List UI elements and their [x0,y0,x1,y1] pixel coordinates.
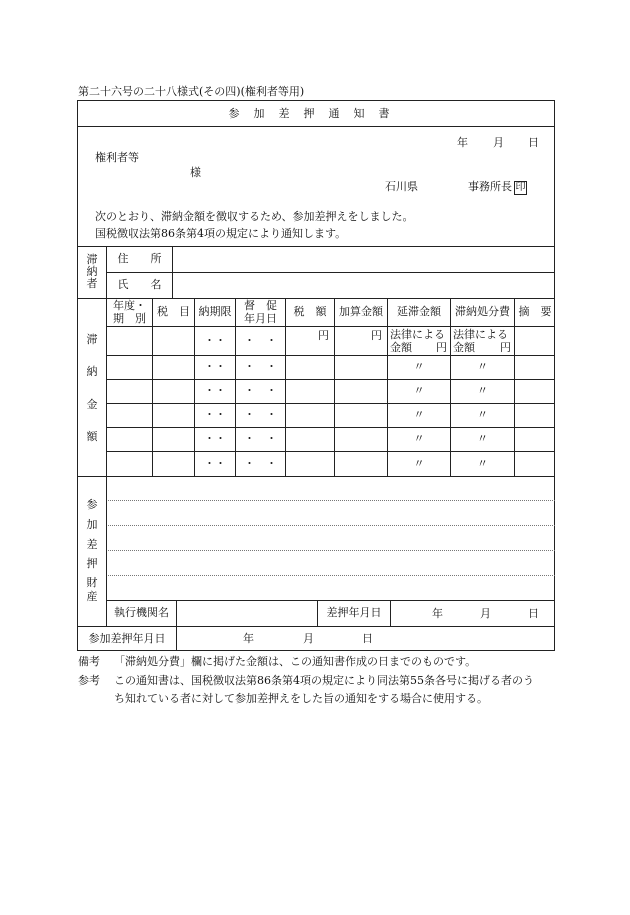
additional-yen-unit: 円 [371,329,382,342]
tax-yen-unit: 円 [318,329,329,342]
ditto-mark: 〃 [413,408,425,422]
participation-date-day: 日 [362,632,373,645]
recipient-honorific: 様 [190,166,201,179]
executing-agency-label: 執行機関名 [114,606,169,620]
dotted-line [106,525,555,526]
header-additional-tax: 加算金額 [339,305,383,319]
amount-side-label-3: 金 [86,398,98,411]
divider [77,476,555,477]
document-title: 参加差押通知書 [228,107,404,120]
participation-date-month: 月 [303,632,314,645]
fee-amount-label: 金額 [453,341,475,354]
divider [106,272,555,273]
date-day: 日 [528,136,539,149]
seizure-date-day: 日 [528,607,539,620]
header-year-period [107,299,152,326]
ditto-mark: 〃 [477,384,488,398]
ditto-mark: 〃 [477,360,488,374]
ditto-mark: 〃 [413,432,425,446]
header-demand-date [236,299,285,326]
delinquency-by-law: 法律による [390,328,445,341]
participation-date-label: 参加差押年月日 [88,631,166,645]
due-date-dots: ・・ [204,408,226,422]
note-text: 「滞納処分費」欄に掲げた金額は、この通知書作成の日までのものです。 [114,655,477,668]
dotted-line [106,575,555,576]
due-date-dots: ・・ [204,456,226,470]
delinquency-amount-label: 金額 [390,341,412,354]
amount-side-label-4: 額 [86,430,98,443]
reference-label: 参考 [78,674,100,687]
delinquency-yen-unit: 円 [436,341,447,354]
dotted-line [106,550,555,551]
ditto-mark: 〃 [477,456,488,470]
date-month: 月 [493,136,504,149]
delinquent-side-label-3: 者 [86,277,98,290]
dotted-line [106,500,555,501]
date-year: 年 [457,136,468,149]
header-remarks: 摘 要 [518,305,552,319]
due-date-dots: ・・ [204,384,226,398]
amount-side-label-1: 滞 [86,333,98,346]
sender-prefecture: 石川県 [385,180,418,193]
reference-text-line1: この通知書は、国税徴収法第86条第4項の規定により同法第55条各号に掲げる者のう [114,674,534,687]
property-side-label-5: 財 [86,576,98,589]
vline [176,600,177,626]
demand-date-dots: ・ ・ [244,408,277,422]
seizure-date-label: 差押年月日 [326,606,382,620]
body-line-1: 次のとおり、滞納金額を徴収するため、参加差押えをしました。 [95,210,414,223]
header-processing-fee: 滞納処分費 [455,305,510,319]
header-demand-top: 督 促 [244,298,277,312]
vline [176,626,177,651]
demand-date-dots: ・ ・ [244,333,277,347]
property-side-label-2: 加 [86,518,98,531]
divider [106,326,555,327]
property-side-label-3: 差 [86,538,98,551]
note-label: 備考 [78,655,100,668]
header-delinquency-charge: 延滞金額 [397,305,441,319]
demand-date-dots: ・ ・ [244,456,277,470]
seizure-date-year: 年 [432,607,443,620]
ditto-mark: 〃 [413,360,425,374]
due-date-dots: ・・ [204,432,226,446]
reference-text-line2: ち知れている者に対して参加差押えをした旨の通知をする場合に使用する。 [114,692,488,705]
ditto-mark: 〃 [477,408,488,422]
amount-side-label-2: 納 [86,365,98,378]
header-year-bottom: 期 別 [113,311,146,325]
header-due-date: 納期限 [198,305,232,319]
demand-date-dots: ・ ・ [244,360,277,374]
demand-date-dots: ・ ・ [244,432,277,446]
header-year-top: 年度・ [113,298,146,312]
vline [390,600,391,626]
fee-yen-unit: 円 [500,341,511,354]
header-tax-item: 税 目 [157,305,190,319]
sender-office [468,181,527,195]
name-label: 氏 名 [117,278,162,292]
property-side-label-4: 押 [86,557,98,570]
vline [172,246,173,298]
divider [77,126,555,127]
ditto-mark: 〃 [413,384,425,398]
sender-office-label: 事務所長 [468,180,512,193]
due-date-dots: ・・ [204,360,226,374]
participation-date-year: 年 [243,632,254,645]
fee-by-law: 法律による [453,328,508,341]
body-line-2: 国税徴収法第86条第4項の規定により通知します。 [95,227,347,240]
header-demand-bottom: 年月日 [244,311,277,325]
seal-stamp: 印 [515,182,526,193]
delinquent-side-label-1: 滞 [86,253,98,266]
delinquent-side-label-2: 納 [86,265,98,278]
header-tax-amount: 税 額 [293,305,327,319]
demand-date-dots: ・ ・ [244,384,277,398]
ditto-mark: 〃 [413,456,425,470]
recipient-label: 権利者等 [95,151,139,164]
ditto-mark: 〃 [477,432,488,446]
property-side-label-6: 産 [86,590,98,603]
seizure-date-month: 月 [480,607,491,620]
form-number: 第二十六号の二十八様式(その四)(権利者等用) [78,85,305,98]
address-label: 住 所 [117,252,162,266]
due-date-dots: ・・ [204,333,226,347]
property-side-label-1: 参 [86,498,98,511]
